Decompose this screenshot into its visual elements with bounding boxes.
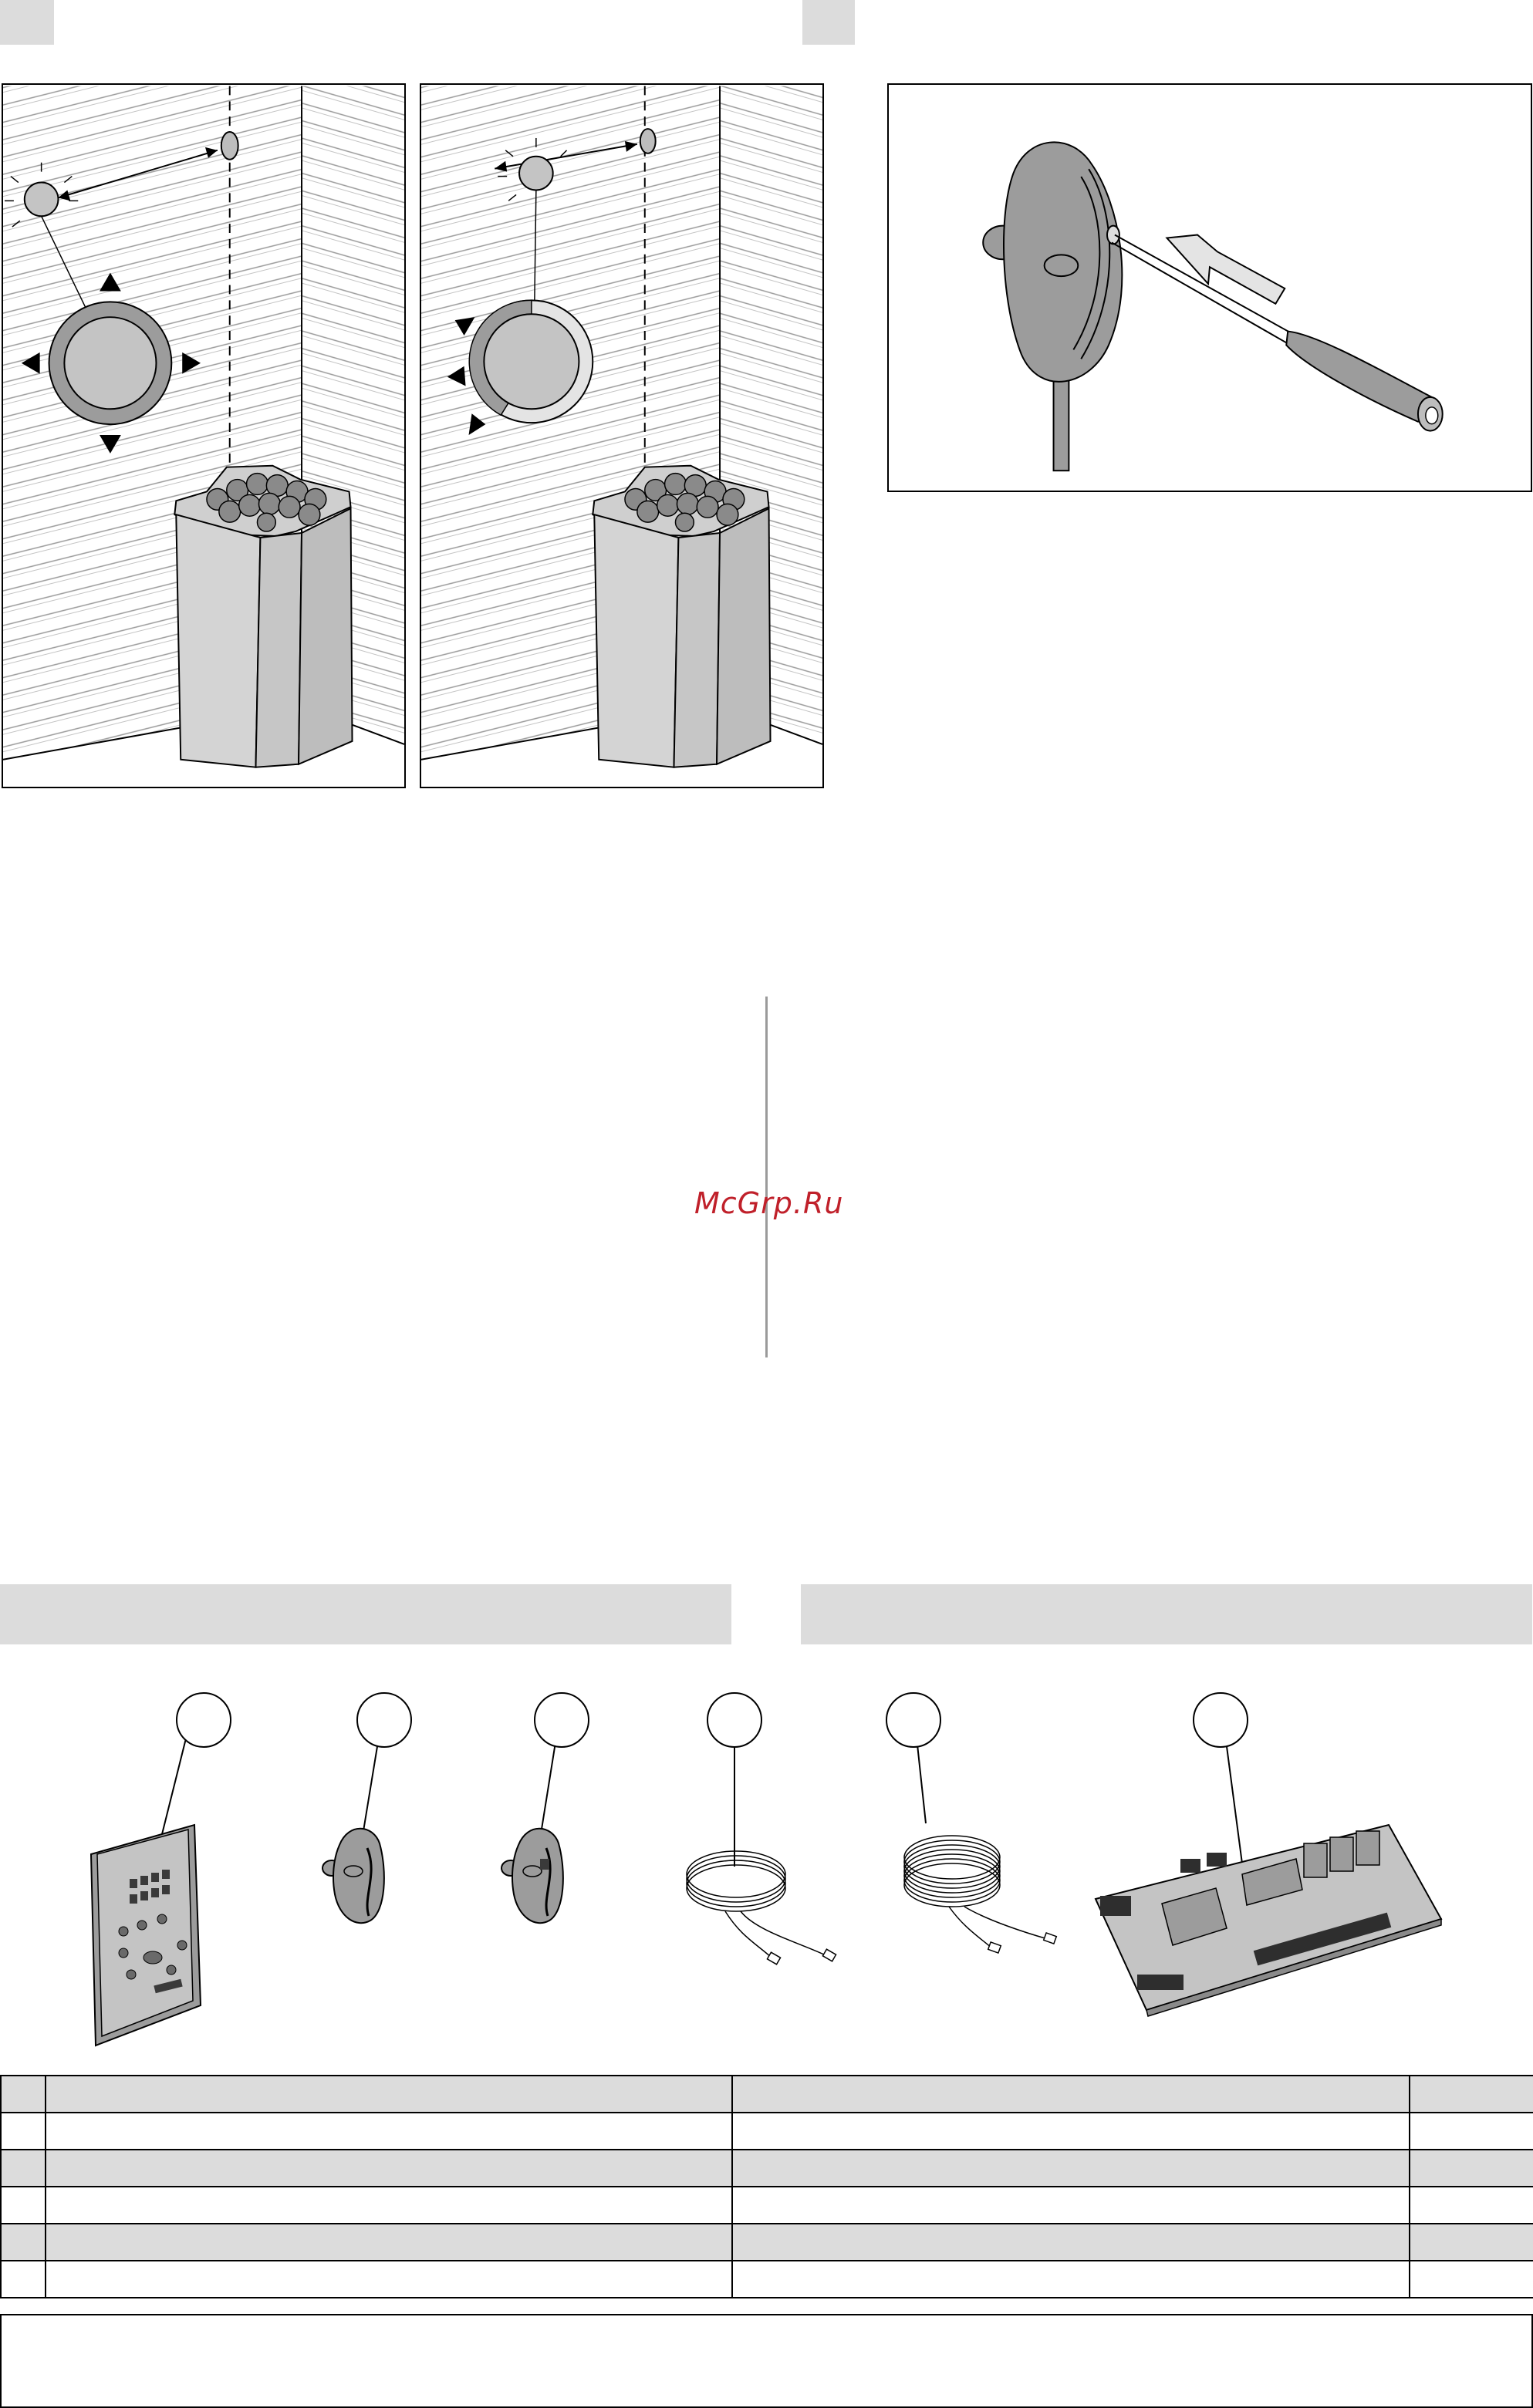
callout-1 — [176, 1692, 231, 1748]
table-cell — [732, 2187, 1410, 2224]
table-row — [1, 2224, 1533, 2261]
table-cell — [1, 2187, 46, 2224]
heater-sensor-drawing-left — [3, 85, 404, 787]
table-row — [1, 2076, 1533, 2113]
section-tab-right — [802, 0, 855, 45]
sensor-screwdriver-drawing — [889, 85, 1531, 491]
table-cell — [1, 2261, 46, 2298]
table-row — [1, 2113, 1533, 2150]
callout-2 — [356, 1692, 412, 1748]
table-cell — [732, 2150, 1410, 2187]
parts-table — [0, 2075, 1533, 2298]
table-cell — [1410, 2076, 1533, 2113]
watermark: McGrp.Ru — [694, 1186, 844, 1220]
table-cell — [1, 2076, 46, 2113]
note-box — [0, 2314, 1533, 2408]
table-cell — [46, 2224, 732, 2261]
table-cell — [1410, 2150, 1533, 2187]
table-cell — [46, 2113, 732, 2150]
illustration-heater-sensor-left — [2, 83, 406, 788]
table-cell — [1410, 2113, 1533, 2150]
table-row — [1, 2150, 1533, 2187]
table-row — [1, 2261, 1533, 2298]
callout-3 — [534, 1692, 589, 1748]
table-cell — [1, 2224, 46, 2261]
table-cell — [732, 2224, 1410, 2261]
table-cell — [732, 2113, 1410, 2150]
parts-table-grid — [0, 2075, 1533, 2298]
parts-illustration — [0, 1651, 1533, 2052]
table-cell — [1410, 2261, 1533, 2298]
callout-4 — [707, 1692, 762, 1748]
illustration-sensor-screwdriver — [887, 83, 1532, 492]
callout-6 — [1193, 1692, 1248, 1748]
table-cell — [732, 2261, 1410, 2298]
center-divider — [765, 997, 768, 1357]
table-cell — [46, 2261, 732, 2298]
temperature-sensor-icon — [322, 1829, 384, 1923]
control-panel-icon — [91, 1825, 201, 2045]
callout-5 — [886, 1692, 941, 1748]
table-cell — [1410, 2187, 1533, 2224]
cable-coil-icon — [687, 1851, 836, 1965]
table-cell — [46, 2187, 732, 2224]
parts-header-left — [0, 1584, 731, 1644]
table-cell — [732, 2076, 1410, 2113]
table-cell — [1, 2113, 46, 2150]
table-cell — [46, 2076, 732, 2113]
temperature-sensor-icon — [501, 1829, 563, 1923]
parts-header-right — [801, 1584, 1532, 1644]
section-tab-left — [0, 0, 54, 45]
heater-sensor-drawing-right — [421, 85, 822, 787]
table-cell — [1410, 2224, 1533, 2261]
cable-coil-icon — [904, 1836, 1056, 1953]
circuit-board-icon — [1096, 1825, 1441, 2016]
table-cell — [46, 2150, 732, 2187]
table-row — [1, 2187, 1533, 2224]
table-cell — [1, 2150, 46, 2187]
illustration-heater-sensor-right — [420, 83, 824, 788]
